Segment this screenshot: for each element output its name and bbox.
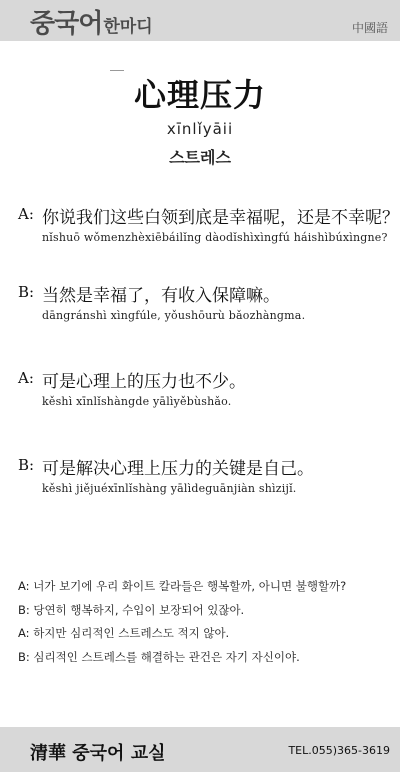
header-bar xyxy=(0,0,400,41)
translation-line: A: 너가 보기에 우리 화이트 칼라들은 행복할까, 아니면 불행할까? xyxy=(18,579,347,593)
korean-translation xyxy=(18,578,388,672)
phone-number: TEL.055)365-3619 xyxy=(288,744,390,757)
language-label: 中國語 xyxy=(351,21,388,35)
chinese-sentence: 可是心理上的压力也不少。 xyxy=(42,372,246,392)
series-main-text: 중국어 xyxy=(30,9,103,39)
pinyin-sentence: nǐshuō wǒmenzhèxiēbáilǐng dàodǐshìxìngfú háishìbúxìngne? xyxy=(42,231,388,244)
speaker-label: B: xyxy=(18,456,35,474)
translation-line: A: 하지만 심리적인 스트레스도 적지 않아. xyxy=(18,626,230,640)
lesson-title-korean: 스트레스 xyxy=(169,148,231,167)
speaker-label: A: xyxy=(18,369,34,387)
lesson-title-pinyin: xīnlǐyāii xyxy=(166,120,234,138)
chinese-sentence: 当然是幸福了，有收入保障嘛。 xyxy=(42,286,280,306)
series-sub-text: 한마디 xyxy=(103,17,153,37)
school-name: 清華 중국어 교실 xyxy=(30,743,166,764)
speaker-label: A: xyxy=(18,205,34,223)
translation-line: B: 당연히 행복하지, 수입이 보장되어 있잖아. xyxy=(18,602,245,617)
speaker-label: B: xyxy=(18,283,35,301)
pinyin-sentence: kěshì xīnlǐshàngde yālìyěbùshǎo. xyxy=(42,395,232,408)
footer-bar xyxy=(0,727,400,772)
pinyin-sentence: dāngránshì xìngfúle, yǒushōurù bǎozhàngma. xyxy=(42,309,306,322)
chinese-sentence: 可是解决心理上压力的关键是自己。 xyxy=(42,459,314,479)
series-logo xyxy=(30,3,153,40)
pinyin-sentence: kěshì jiějuéxīnlǐshàng yālìdeguānjiàn shìzijǐ. xyxy=(42,482,297,495)
translation-line: B: 심리적인 스트레스를 해결하는 관건은 자기 자신이야. xyxy=(18,649,300,664)
chinese-sentence: 你说我们这些白领到底是幸福呢，还是不幸呢？ xyxy=(42,208,399,228)
lesson-title: 心理压力 xyxy=(133,76,266,114)
